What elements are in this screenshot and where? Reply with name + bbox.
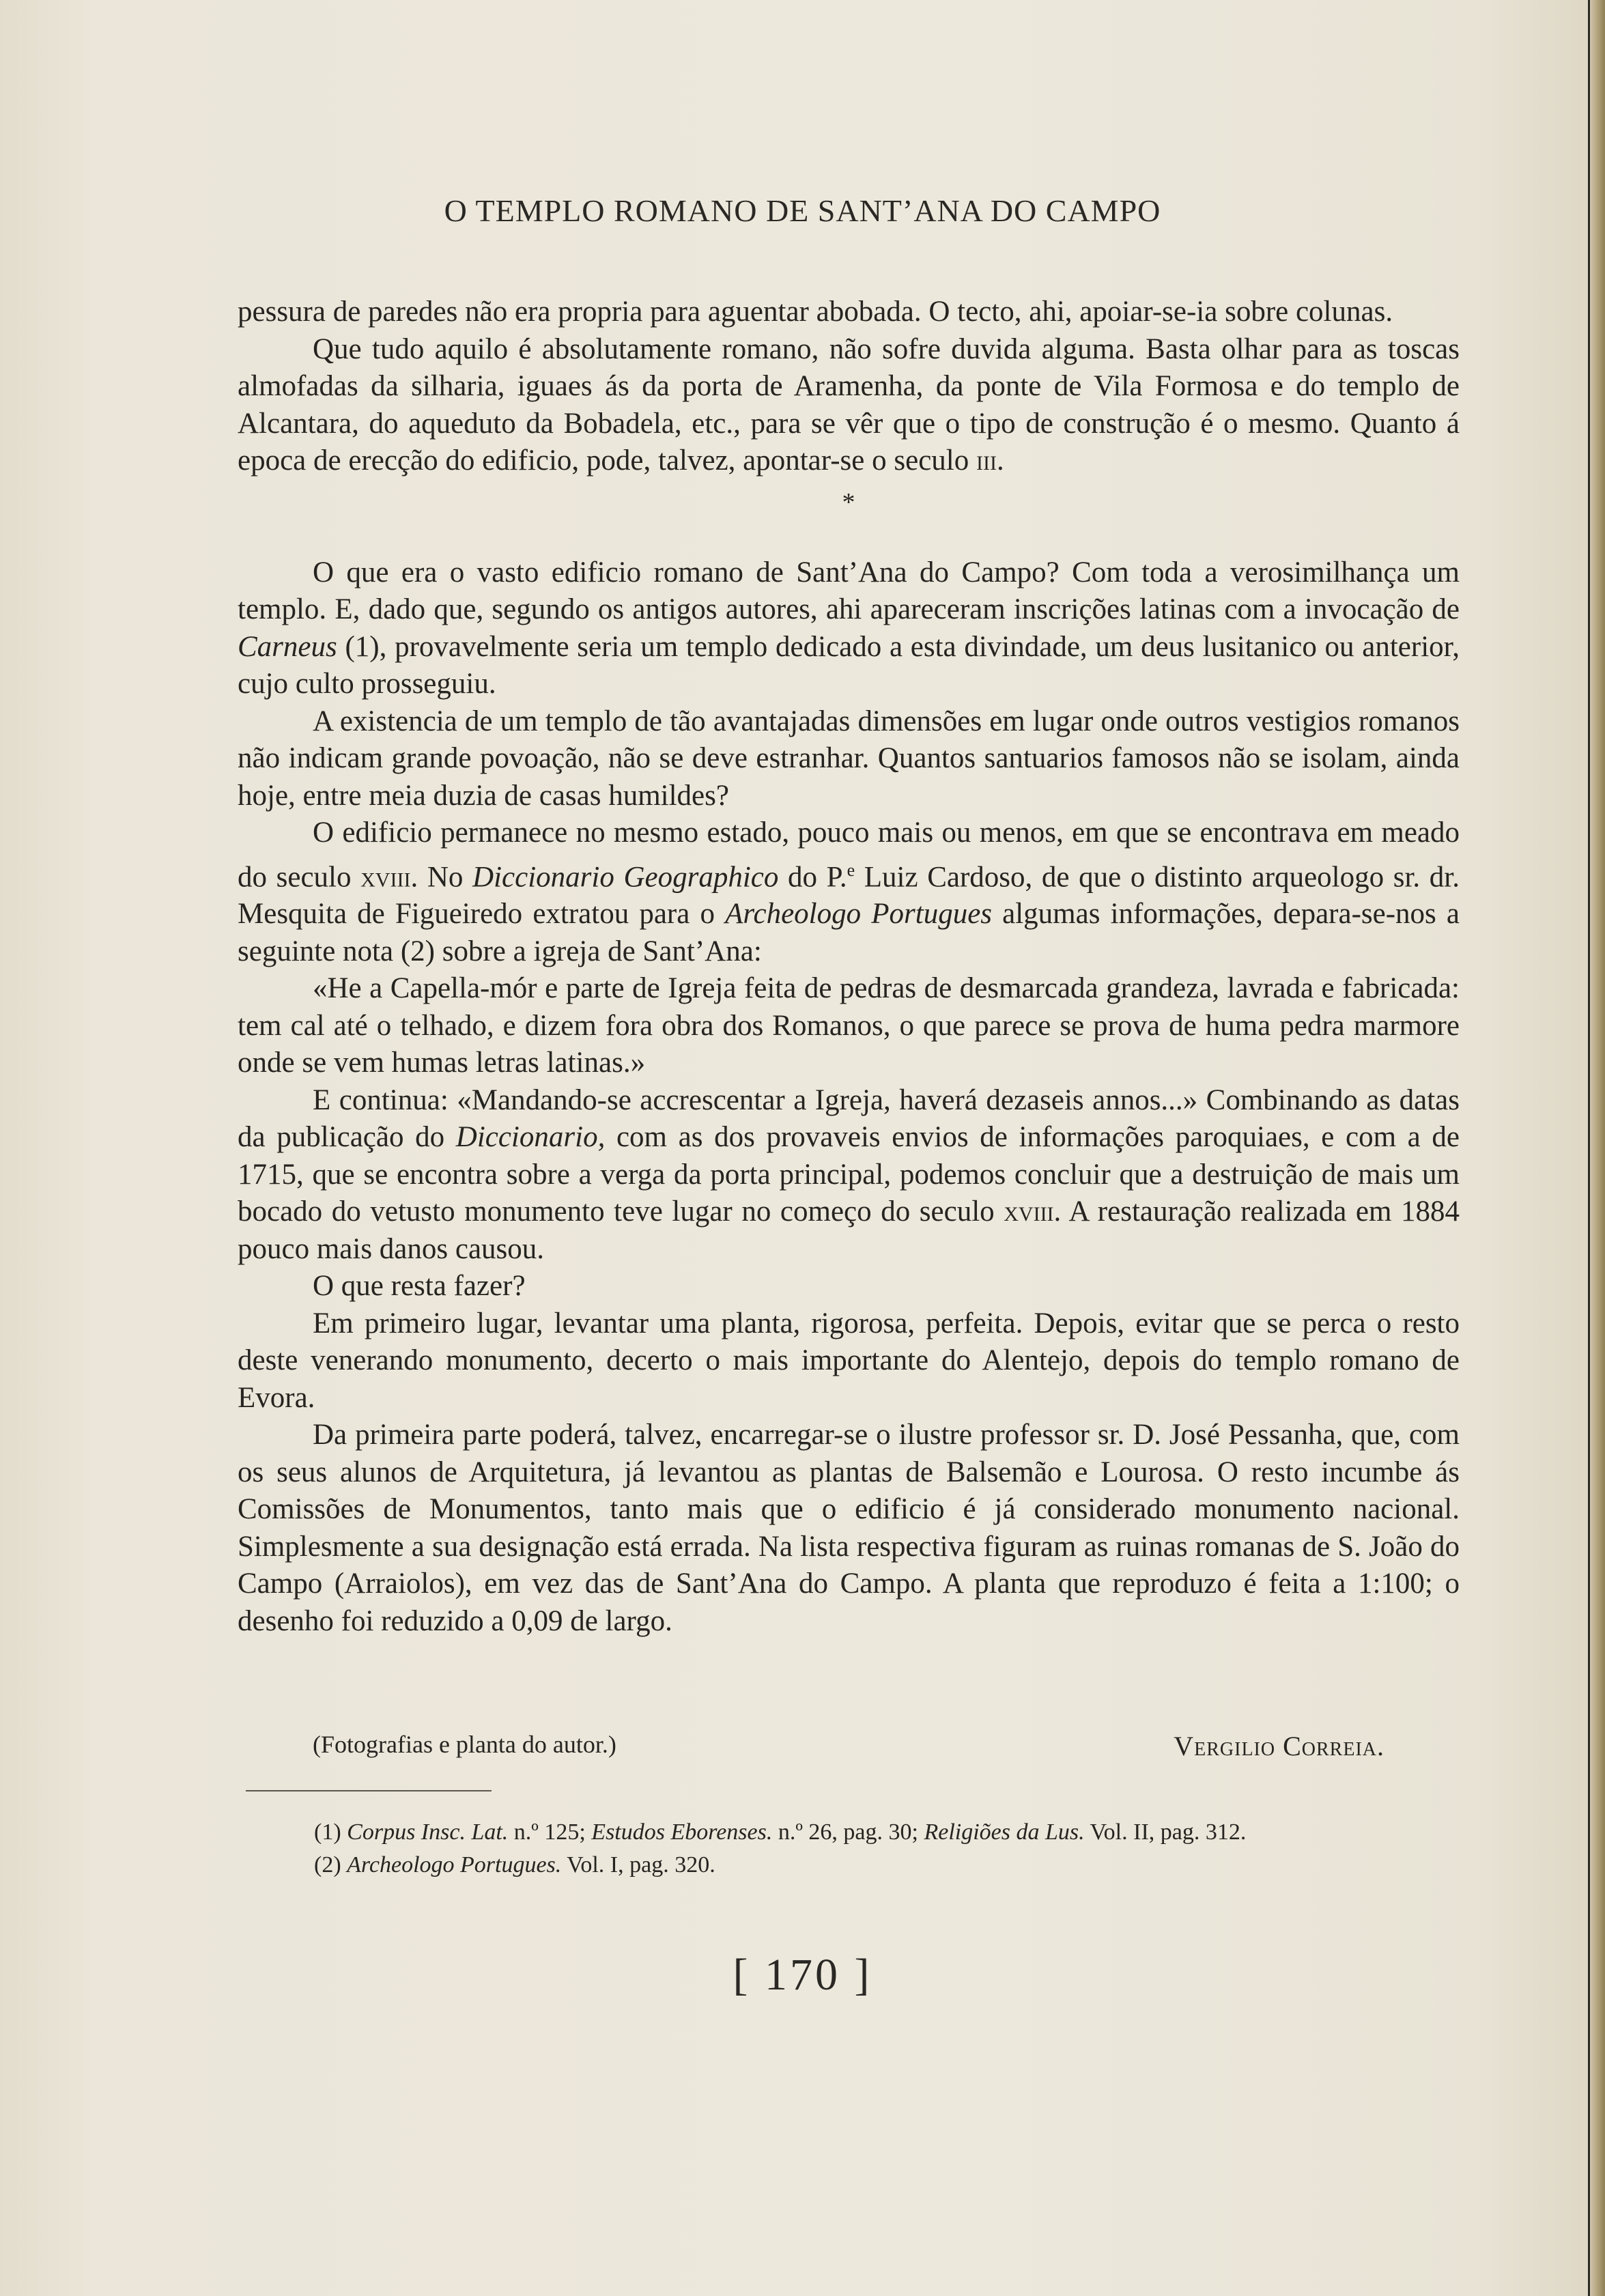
paragraph: O que resta fazer? [313,1270,526,1303]
running-title: O TEMPLO ROMANO DE SANT’ANA DO CAMPO [444,193,1161,228]
footnote-1: (1) Corpus Insc. Lat. n.º 125; Estudos Eborenses. n.º 26, pag. 30; Religiões da Lus. Vol. II, pag. 312. [314,1819,1247,1845]
paragraph: Que tudo aquilo é absolutamente romano, não sofre duvida alguma. Basta olhar para as toscas almofadas da silharia, iguaes ás da porta de Aramenha, da ponte de Vila Formosa e do templo de Alcantara, do aqueduto da Bobadela, etc., para se vêr que o tipo de construção é o mesmo. Quanto á epoca de erecção do edificio, pode, talvez, apontar-se o seculo iii. [238,332,1460,477]
paragraph: E continua: «Mandando-se accrescentar a Igreja, haverá dezaseis annos...» Combinando as datas da publicação do Diccionario, com as dos provaveis envios de informações paroquiaes, e com a de 1715, que se encontra sobre a verga da porta principal, podemos concluir que a destruição de mais um bocado do vetusto monumento teve lugar no começo do seculo xviii. A restauração realizada em 1884 pouco mais danos causou. [238,1083,1460,1265]
footnotes [246,1816,1458,1882]
footnote-divider [246,1790,492,1791]
paragraph: O edificio permanece no mesmo estado, pouco mais ou menos, em que se encontrava em meado do seculo xviii. No Diccionario Geographico do P.$^e$ Luiz Cardoso, de que o distinto arqueologo sr. dr. Mesquita de Figueiredo extratou para o Archeologo Portugues algumas informações, depara-se-nos a seguinte nota (2) sobre a igreja de Sant’Ana: [238,817,1460,967]
paragraph: Em primeiro lugar, levantar uma planta, rigorosa, perfeita. Depois, evitar que se perca o resto deste venerando monumento, decerto o mais importante do Alentejo, depois do templo romano de Evora. [238,1307,1460,1414]
footnote-2: (2) Archeologo Portugues. Vol. I, pag. 320. [314,1852,715,1877]
photo-credit: (Fotografias e planta do autor.) [313,1731,616,1758]
quotation: «He a Capella-mór e parte de Igreja feita de pedras de desmarcada grandeza, lavrada e fabricada: tem cal até o telhado, e dizem fora obra dos Romanos, o que parece se prova de huma pedra marmore onde se vem humas letras latinas.» [238,972,1460,1079]
paragraph: A existencia de um templo de tão avantajadas dimensões em lugar onde outros vestigios romanos não indicam grande povoação, não se deve estranhar. Quantos santuarios famosos não se isolam, ainda hoje, entre meia duzia de casas humildes? [238,705,1460,812]
author-signature: Vergilio Correia. [1174,1731,1384,1761]
page-number: [ 170 ] [733,1950,872,2000]
paragraph: O que era o vasto edificio romano de Sant’Ana do Campo? Com toda a verosimilhança um templo. E, dado que, segundo os antigos autores, ahi apareceram inscrições latinas com a invocação de Carneus (1), provavelmente seria um templo dedicado a esta divindade, um deus lusitanico ou anterior, cujo culto prosseguiu. [238,556,1460,700]
paragraph: Da primeira parte poderá, talvez, encarregar-se o ilustre professor sr. D. José Pessanha, que, com os seus alunos de Arquitetura, já levantou as plantas de Balsemão e Lourosa. O resto incumbe ás Comissões de Monumentos, tanto mais que o edificio é já considerado monumento nacional. Simplesmente a sua designação está errada. Na lista respectiva figuram as ruinas romanas de S. João do Campo (Arraiolos), em vez das de Sant’Ana do Campo. A planta que reproduzo é feita a 1:100; o desenho foi reduzido a 0,09 de largo. [238,1419,1460,1637]
body-text [238,294,1460,1640]
section-separator: * [842,487,855,517]
paragraph: pessura de paredes não era propria para aguentar abobada. O tecto, ahi, apoiar-se-ia sobre colunas. [238,296,1393,328]
